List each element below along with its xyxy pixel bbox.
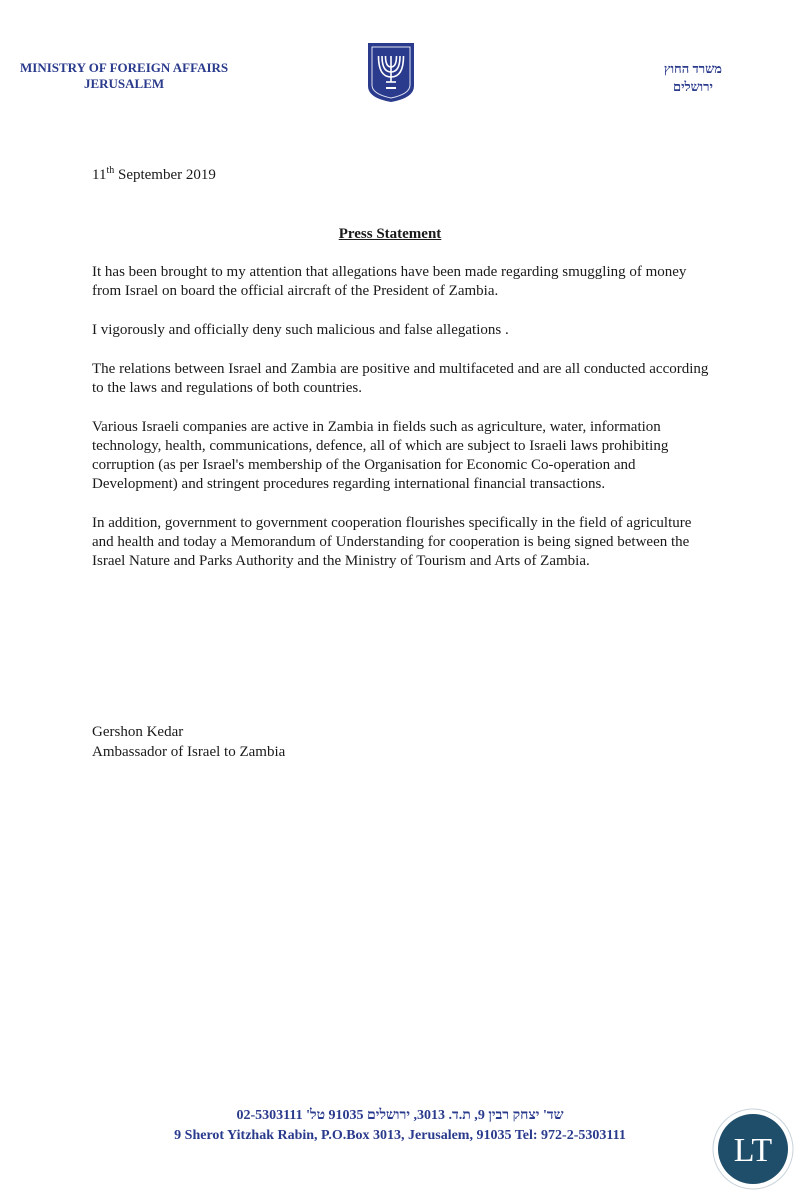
footer-address	[0, 1106, 800, 1146]
paragraph: I vigorously and officially deny such malicious and false allegations .	[92, 322, 509, 338]
paragraph: It has been brought to my attention that allegations have been made regarding smuggling of money from Israel on board the official aircraft of the President of Zambia.	[92, 264, 687, 299]
signatory-name: Gershon Kedar	[92, 724, 184, 740]
menorah-emblem-icon	[365, 40, 417, 104]
letter-body	[92, 263, 712, 591]
paragraph: In addition, government to government cooperation flourishes specifically in the field of agriculture and health and today a Memorandum of Understanding for cooperation is being signed between the Israel Nature and Parks Authority and the Ministry of Tourism and Arts of Zambia.	[92, 515, 692, 569]
date-day: 11	[92, 167, 107, 183]
signatory-title: Ambassador of Israel to Zambia	[92, 744, 286, 760]
badge-text: LT	[733, 1132, 773, 1169]
footer-address-hebrew: שד' יצחק רבין 9, ת.ד. 3013, ירושלים 91035 טל' 02-5303111	[236, 1108, 564, 1123]
paragraph: The relations between Israel and Zambia are positive and multifaceted and are all conducted according to the laws and regulations of both countries.	[92, 361, 709, 396]
date-suffix: th	[106, 165, 115, 176]
paragraph: Various Israeli companies are active in Zambia in fields such as agriculture, water, information technology, health, communications, defence, all of which are subject to Israeli laws prohibiting corruption (as per Israel's membership of the Organisation for Economic Co-operation and Development) and stringent procedures regarding international financial transactions.	[92, 419, 669, 492]
signature-block	[92, 722, 285, 762]
ministry-city-hebrew: ירושלים	[672, 79, 713, 94]
ministry-name: MINISTRY OF FOREIGN AFFAIRS	[20, 60, 229, 75]
date-month-year: September 2019	[114, 167, 216, 183]
page-title: Press Statement	[338, 226, 442, 242]
lt-watermark-badge	[712, 1108, 794, 1190]
letterhead-hebrew	[664, 60, 722, 96]
footer-address-english: 9 Sherot Yitzhak Rabin, P.O.Box 3013, Jerusalem, 91035 Tel: 972-2-5303111	[174, 1128, 626, 1143]
ministry-city: JERUSALEM	[83, 76, 165, 91]
letterhead-english	[20, 60, 228, 92]
ministry-name-hebrew: משרד החוץ	[663, 61, 722, 76]
letter-date	[92, 165, 216, 184]
